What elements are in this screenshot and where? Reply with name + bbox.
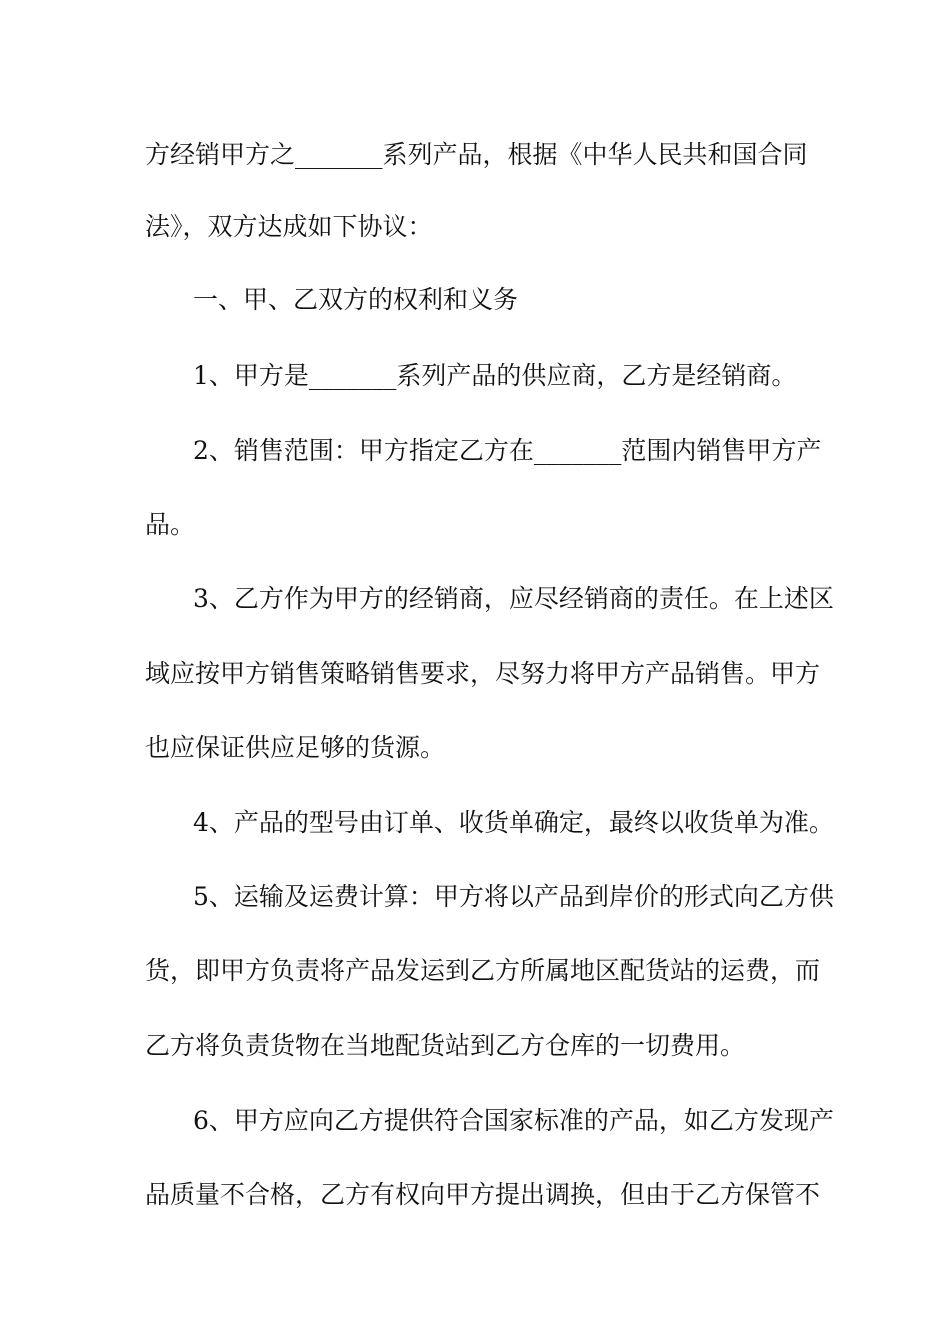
text-line: 乙方将负责货物在当地配货站到乙方仓库的一切费用。 <box>145 1031 746 1060</box>
clause-3: 3、乙方作为甲方的经销商，应尽经销商的责任。在上述区 <box>193 584 834 613</box>
text-line: 货，即甲方负责将产品发运到乙方所属地区配货站的运费，而 <box>145 956 821 985</box>
text-line: 品。 <box>145 510 196 539</box>
clause-2: 2、销售范围：甲方指定乙方在_______范围内销售甲方产 <box>193 436 822 465</box>
text-line: 方经销甲方之_______系列产品，根据《中华人民共和国合同 <box>145 140 808 169</box>
clause-1: 1、甲方是_______系列产品的供应商，乙方是经销商。 <box>193 361 797 390</box>
text-line: 域应按甲方销售策略销售要求，尽努力将甲方产品销售。甲方 <box>145 659 821 688</box>
clause-5: 5、运输及运费计算：甲方将以产品到岸价的形式向乙方供 <box>193 882 834 911</box>
text-line: 法》，双方达成如下协议： <box>145 212 433 241</box>
clause-6: 6、甲方应向乙方提供符合国家标准的产品，如乙方发现产 <box>193 1106 834 1135</box>
text-line: 也应保证供应足够的货源。 <box>145 733 446 762</box>
clause-4: 4、产品的型号由订单、收货单确定，最终以收货单为准。 <box>193 808 834 837</box>
section-heading: 一、甲、乙双方的权利和义务 <box>193 285 519 314</box>
text-line: 品质量不合格，乙方有权向甲方提出调换，但由于乙方保管不 <box>145 1180 821 1209</box>
